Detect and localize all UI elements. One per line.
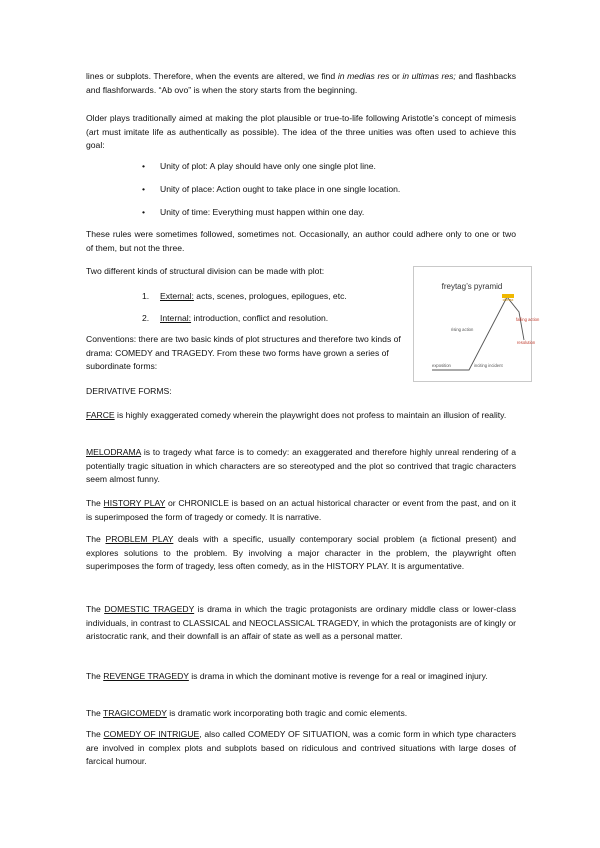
text: The — [86, 534, 106, 544]
freytag-pyramid-figure — [413, 266, 540, 382]
text: is highly exaggerated comedy wherein the playwright does not profess to maintain an illusion of reality. — [114, 410, 507, 420]
bullet-icon: • — [142, 207, 146, 217]
list-number: 1. — [142, 291, 150, 301]
text: , also called COMEDY OF SITUATION, was a comic form in which type characters are involved in complex plots and subplots based on ridiculous and contrived situations with large doses of farcical humour. — [86, 729, 516, 767]
text: and flashbacks and flashforwards. “Ab ovo” is when the story starts from the beginning. — [86, 71, 517, 95]
text: The — [86, 604, 105, 614]
unity-place: Unity of place: Action ought to take place in one single location. — [160, 184, 401, 194]
paragraph-comedy-of-intrigue — [86, 728, 516, 769]
freytag-pyramid-diagram — [414, 267, 540, 381]
paragraph-plot-order — [86, 70, 516, 97]
label-rising-action: rising action — [451, 327, 474, 332]
paragraph-tragicomedy — [86, 707, 516, 721]
division-external — [160, 291, 347, 301]
term: COMEDY OF INTRIGUE — [103, 729, 200, 739]
text: is dramatic work incorporating both tragic and comic elements. — [166, 708, 408, 718]
term: External: — [160, 291, 194, 301]
term: FARCE — [86, 410, 115, 420]
list-number: 2. — [142, 313, 150, 323]
label-falling-action: falling action — [516, 317, 540, 322]
latin-term: in ultimas res; — [402, 71, 456, 81]
paragraph-unities-intro: Older plays traditionally aimed at making the plot plausible or true-to-life following Aristotle’s concept of mimesis (art must imitate life as authentically as possible). The idea of the three unities was often used to achieve this goal: — [86, 113, 516, 151]
term: PROBLEM PLAY — [105, 534, 174, 544]
text: introduction, conflict and resolution. — [191, 313, 329, 323]
paragraph-conventions: Conventions: there are two basic kinds of plot structures and therefore two kinds of drama: COMEDY and TRAGEDY. From these two forms have grown a series of subordinate forms: — [86, 334, 401, 372]
section-heading: DERIVATIVE FORMS: — [86, 386, 172, 396]
text: acts, scenes, prologues, epilogues, etc. — [193, 291, 347, 301]
term: MELODRAMA — [86, 447, 141, 457]
text: or — [389, 71, 403, 81]
label-inciting-incident: inciting incident — [474, 363, 503, 368]
term: HISTORY PLAY — [103, 498, 166, 508]
text: The — [86, 498, 104, 508]
label-resolution: resolution — [517, 340, 536, 345]
text: or CHRONICLE is based on an actual historical character or event from the past, and on it is superimposed the form of tragedy or comedy. It is narrative. — [86, 498, 516, 522]
latin-term: in medias res — [337, 71, 390, 81]
paragraph-revenge-tragedy — [86, 670, 516, 684]
paragraph-melodrama — [86, 446, 516, 487]
term: REVENGE TRAGEDY — [103, 671, 189, 681]
term: DOMESTIC TRAGEDY — [104, 604, 195, 614]
paragraph-structural-division: Two different kinds of structural division can be made with plot: — [86, 266, 325, 276]
paragraph-history-play — [86, 497, 516, 524]
bullet-icon: • — [142, 184, 146, 194]
text: The — [86, 729, 104, 739]
term: TRAGICOMEDY — [103, 708, 167, 718]
paragraph-rules: These rules were sometimes followed, sometimes not. Occasionally, an author could adhere only to one or two of them, but not the three. — [86, 229, 516, 253]
unity-time: Unity of time: Everything must happen within one day. — [160, 207, 365, 217]
pyramid-line — [432, 297, 524, 370]
text: is drama in which the tragic protagonists are ordinary middle class or lower-class individuals, in contrast to CLASSICAL and NEOCLASSICAL TRAGEDY, in which the protagonists are of kingly or aristocratic rank, and their downfall is an affair of state as well as a personal matter. — [86, 604, 516, 642]
text: The — [86, 708, 104, 718]
label-climax: climax — [502, 298, 514, 302]
bullet-icon: • — [142, 161, 146, 171]
label-exposition: exposition — [432, 363, 451, 368]
text: The — [86, 671, 104, 681]
division-internal — [160, 313, 328, 323]
paragraph-domestic-tragedy — [86, 603, 516, 644]
paragraph-problem-play — [86, 533, 516, 574]
text: is drama in which the dominant motive is revenge for a real or imagined injury. — [188, 671, 488, 681]
paragraph-farce — [86, 409, 516, 423]
text: deals with a specific, usually contemporary social problem (a fictional present) and explores solutions to the problem. By involving a major character in the problem, the playwright often superimposes the form of tragedy, less often comedy, as in the HISTORY PLAY. It is argumentative. — [86, 534, 516, 572]
unity-plot: Unity of plot: A play should have only one single plot line. — [160, 161, 376, 171]
figure-title: freytag’s pyramid — [441, 282, 503, 291]
text: lines or subplots. Therefore, when the events are altered, we find — [86, 71, 338, 81]
term: Internal: — [160, 313, 192, 323]
text: is to tragedy what farce is to comedy: an exaggerated and therefore highly unreal rendering of a potentially tragic situation in which characters are so stereotyped and the plot so contrived that tragic characters seem almost funny. — [86, 447, 516, 485]
